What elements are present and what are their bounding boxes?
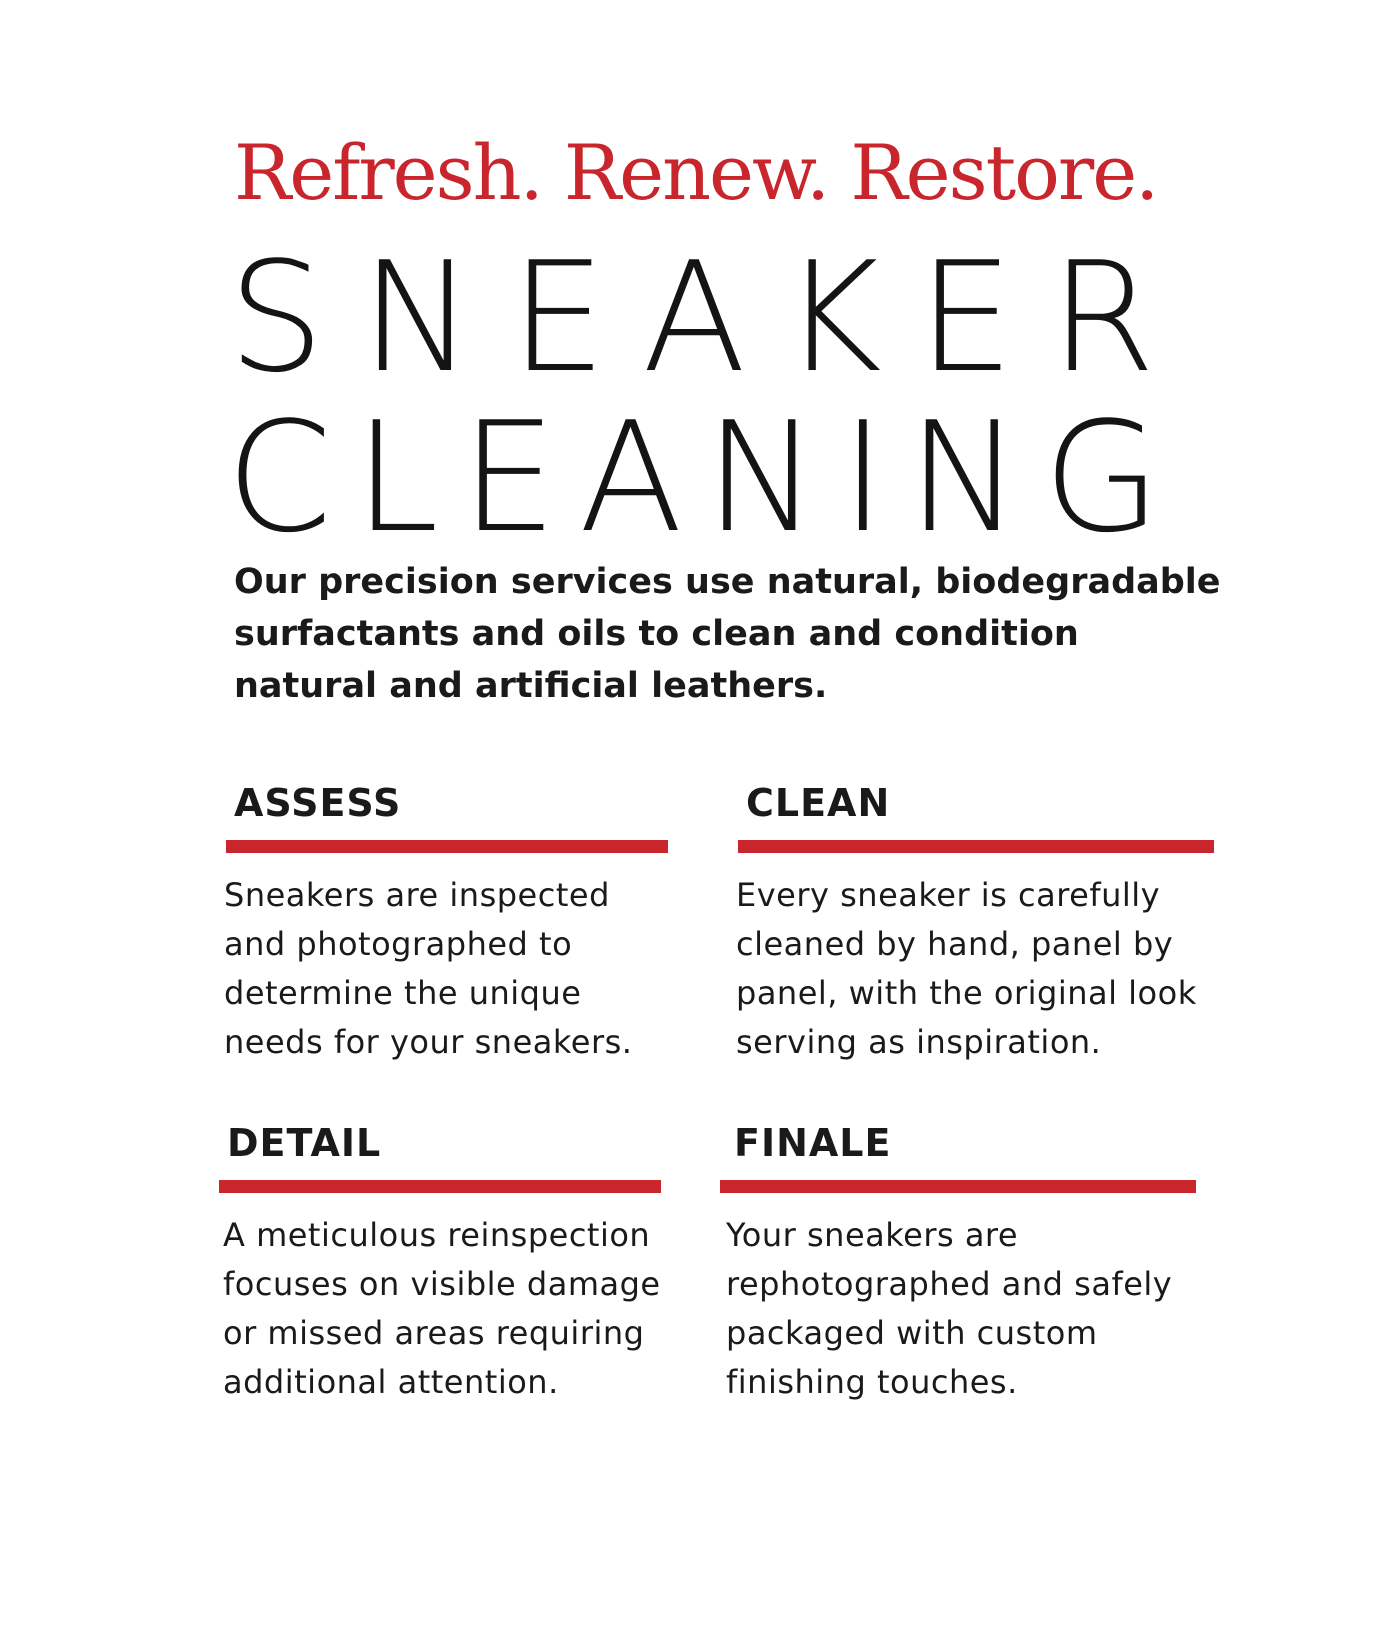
step-description: Every sneaker is carefully cleaned by hand, panel by panel, with the original look serving as inspiration. bbox=[736, 876, 1197, 1061]
step-assess bbox=[226, 780, 668, 1067]
page-title-line-2: CLEANING bbox=[226, 389, 1183, 566]
step-description: Your sneakers are rephotographed and safely packaged with custom finishing touches. bbox=[726, 1216, 1173, 1401]
step-clean bbox=[738, 780, 1216, 1067]
step-divider bbox=[219, 1180, 661, 1193]
step-description: A meticulous reinspection focuses on visible damage or missed areas requiring additional attention. bbox=[223, 1216, 661, 1401]
step-divider bbox=[738, 840, 1214, 853]
step-heading: DETAIL bbox=[227, 1121, 382, 1165]
page-title-line-1: SNEAKER bbox=[228, 229, 1192, 406]
step-heading: ASSESS bbox=[234, 781, 402, 825]
intro-paragraph: Our precision services use natural, biodegradable surfactants and oils to clean and condition natural and artificial leathers. bbox=[234, 562, 1221, 706]
step-finale bbox=[720, 1120, 1196, 1407]
step-detail bbox=[219, 1120, 683, 1407]
step-divider bbox=[226, 840, 668, 853]
step-divider bbox=[720, 1180, 1196, 1193]
tagline: Refresh. Renew. Restore. bbox=[234, 128, 1158, 217]
step-description: Sneakers are inspected and photographed to determine the unique needs for your sneakers. bbox=[224, 876, 633, 1061]
step-heading: CLEAN bbox=[746, 781, 891, 825]
step-heading: FINALE bbox=[734, 1121, 892, 1165]
